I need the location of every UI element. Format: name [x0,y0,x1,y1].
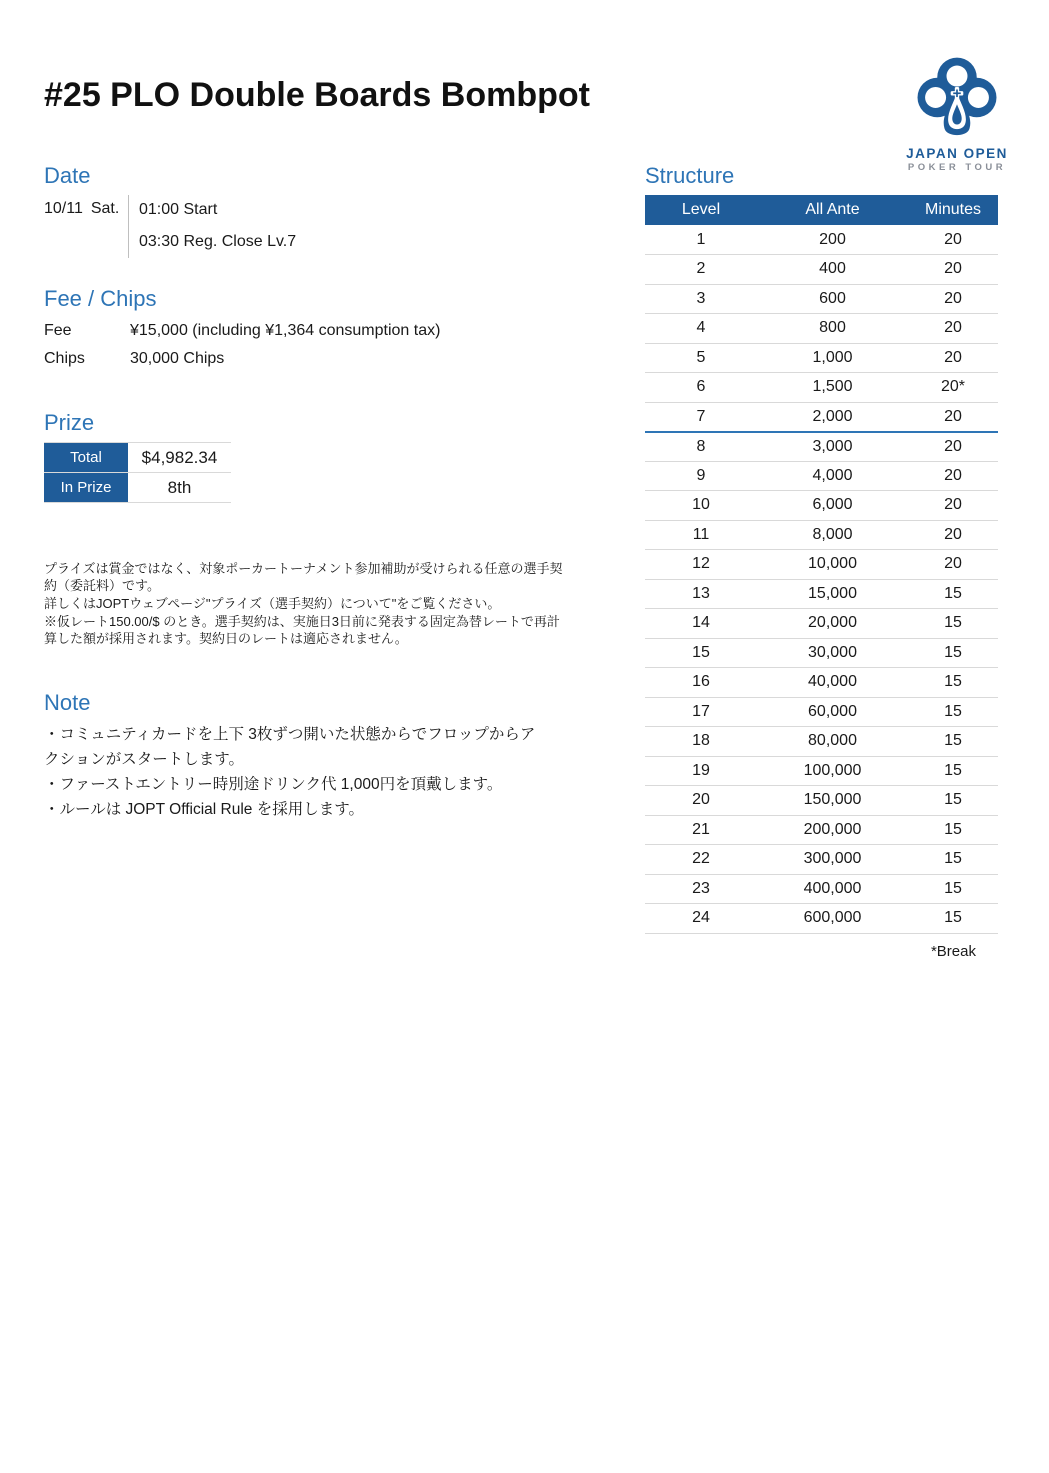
ante-cell: 400 [819,260,846,278]
prize-disclaimer [44,560,568,648]
structure-row [645,491,998,521]
chips-label: Chips [44,350,85,367]
disclaimer-line: 詳しくはJOPTウェブページ"プライズ（選手契約）について"をご覧ください。 [44,596,501,611]
chips-row [44,350,440,368]
jopt-logo [897,56,1017,173]
minutes-cell: 15 [944,761,962,779]
minutes-cell: 20 [944,407,962,425]
structure-row [645,314,998,344]
level-cell: 24 [692,909,710,927]
level-cell: 4 [696,319,706,337]
minutes-cell: 20 [944,437,962,455]
ante-cell: 80,000 [808,732,857,750]
structure-row [645,284,998,314]
note-section [44,690,544,822]
structure-row [645,255,998,285]
date-row [44,195,296,258]
level-cell: 13 [692,584,710,602]
minutes-cell: 20 [944,319,962,337]
minutes-cell: 15 [944,791,962,809]
ante-cell: 30,000 [808,643,857,661]
ante-cell: 4,000 [812,466,853,484]
minutes-cell: 15 [944,614,962,632]
all-ante-column-header: All Ante [757,195,908,225]
date-heading: Date [44,163,91,188]
minutes-cell: 15 [944,702,962,720]
structure-row [645,402,998,432]
structure-section [645,163,998,960]
structure-row [645,432,998,462]
minutes-cell: 20 [944,230,962,248]
note-heading: Note [44,690,91,715]
prize-heading: Prize [44,410,95,435]
prize-total-value: $4,982.34 [141,447,218,467]
minutes-cell: 15 [944,732,962,750]
level-cell: 16 [692,673,710,691]
break-footnote: *Break [930,942,976,960]
logo-text-japan-open: JAPAN OPEN [906,146,1008,161]
minutes-cell: 15 [944,643,962,661]
fee-chips-section [44,286,440,368]
level-cell: 19 [692,761,710,779]
structure-row [645,874,998,904]
level-cell: 3 [696,289,706,307]
level-cell: 1 [696,230,706,248]
structure-row [645,225,998,255]
day-text: Sat. [90,200,120,217]
minutes-cell: 15 [944,584,962,602]
fee-value: ¥15,000 (including ¥1,364 consumption tax) [130,322,441,339]
level-cell: 22 [692,850,710,868]
structure-header-row [645,195,998,225]
level-cell: 7 [696,407,706,425]
minutes-cell: 20 [944,289,962,307]
level-cell: 9 [696,466,706,484]
ante-cell: 300,000 [803,850,862,868]
structure-row [645,343,998,373]
ante-cell: 1,000 [812,348,853,366]
minutes-cell: 15 [944,850,962,868]
structure-row [645,904,998,934]
ante-cell: 20,000 [808,614,857,632]
reg-close-time: 03:30 Reg. Close Lv.7 [139,233,297,250]
fee-chips-heading: Fee / Chips [44,286,157,311]
ante-cell: 1,500 [812,378,853,396]
structure-row [645,727,998,757]
prize-inprize-row [44,473,231,503]
note-item: ・ルールは JOPT Official Rule を採用します。 [44,801,364,818]
structure-table-body [645,225,998,933]
minutes-column-header: Minutes [908,195,998,225]
level-cell: 6 [696,378,706,396]
structure-row [645,609,998,639]
ante-cell: 150,000 [803,791,862,809]
ante-cell: 3,000 [812,437,853,455]
date-times [128,195,296,258]
minutes-cell: 15 [944,909,962,927]
level-cell: 12 [692,555,710,573]
level-cell: 17 [692,702,710,720]
structure-row [645,845,998,875]
level-cell: 11 [692,525,710,543]
minutes-cell: 20* [940,378,966,396]
structure-row [645,520,998,550]
structure-heading: Structure [645,163,735,188]
club-icon [915,56,999,144]
level-column-header: Level [645,195,757,225]
structure-row [645,373,998,403]
ante-cell: 800 [819,319,846,337]
structure-row [645,815,998,845]
structure-row [645,579,998,609]
ante-cell: 8,000 [812,525,853,543]
fee-label: Fee [44,322,72,339]
structure-row [645,550,998,580]
minutes-cell: 20 [944,525,962,543]
note-item: ・コミュニティカードを上下 3枚ずつ開いた状態からでフロップからアクションがスタートします。 [44,726,536,768]
ante-cell: 2,000 [812,407,853,425]
minutes-cell: 20 [944,466,962,484]
note-items [44,722,544,822]
level-cell: 20 [692,791,710,809]
prize-inprize-value: 8th [167,477,192,497]
page-title: #25 PLO Double Boards Bombpot [44,76,590,114]
note-item: ・ファーストエントリー時別途ドリンク代 1,000円を頂戴します。 [44,776,503,793]
chips-value: 30,000 Chips [130,350,225,367]
prize-table [44,442,231,503]
logo-text-poker-tour: POKER TOUR [907,162,1007,173]
level-cell: 10 [692,496,710,514]
ante-cell: 40,000 [808,673,857,691]
minutes-cell: 20 [944,260,962,278]
fee-row [44,322,440,340]
prize-total-label: Total [44,443,128,473]
level-cell: 14 [692,614,710,632]
ante-cell: 15,000 [808,584,857,602]
prize-total-row [44,443,231,473]
minutes-cell: 20 [944,348,962,366]
level-cell: 21 [692,820,710,838]
structure-row [645,786,998,816]
prize-inprize-label: In Prize [44,473,128,503]
structure-row [645,756,998,786]
ante-cell: 200,000 [803,820,862,838]
structure-row [645,668,998,698]
ante-cell: 100,000 [803,761,862,779]
minutes-cell: 20 [944,496,962,514]
ante-cell: 10,000 [808,555,857,573]
ante-cell: 6,000 [812,496,853,514]
level-cell: 2 [696,260,706,278]
level-cell: 15 [692,643,710,661]
minutes-cell: 15 [944,820,962,838]
minutes-cell: 15 [944,673,962,691]
ante-cell: 600,000 [803,909,862,927]
level-cell: 5 [696,348,706,366]
date-value [44,195,128,258]
disclaimer-line: ※仮レート150.00/$ のとき。選手契約は、実施日3日前に発表する固定為替レートで再計算した額が採用されます。契約日のレートは適応されません。 [44,614,560,646]
level-cell: 23 [692,879,710,897]
ante-cell: 600 [819,289,846,307]
disclaimer-line: プライズは賞金ではなく、対象ポーカートーナメント参加補助が受けられる任意の選手契約（委託料）です。 [44,561,563,593]
date-section [44,163,296,258]
date-text: 10/11 [44,200,83,217]
minutes-cell: 15 [944,879,962,897]
minutes-cell: 20 [944,555,962,573]
ante-cell: 400,000 [803,879,862,897]
level-cell: 18 [692,732,710,750]
structure-row [645,461,998,491]
structure-table [645,195,998,934]
ante-cell: 60,000 [808,702,857,720]
structure-row [645,697,998,727]
start-time: 01:00 Start [139,201,218,218]
structure-row [645,638,998,668]
prize-section [44,410,231,503]
level-cell: 8 [696,437,706,455]
ante-cell: 200 [819,230,846,248]
